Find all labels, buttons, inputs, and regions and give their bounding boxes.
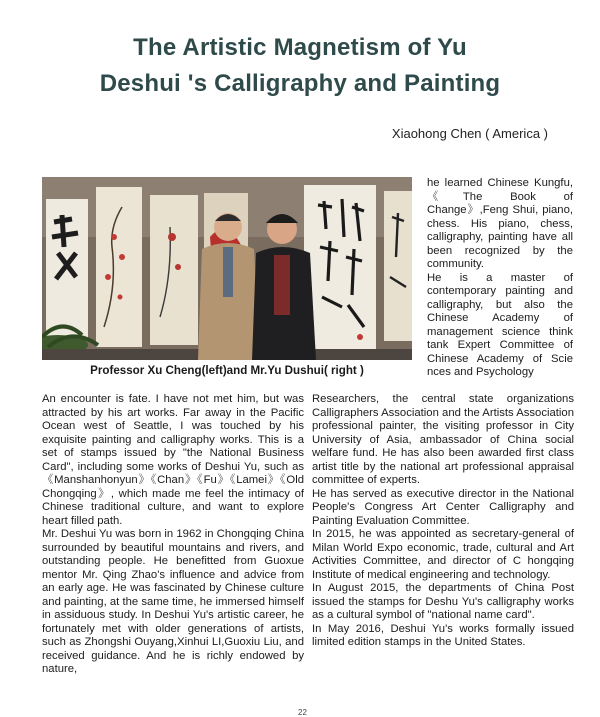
paragraph: He is a master of contemporary painting and calligraphy, but also the Chinese Academy of management science think tank Expert Committee of Chinese Academy of Scie nces and Psychology <box>427 271 573 378</box>
paragraph: He has served as executive director in the National People's Congress Art Center Calligraphy and Painting Evaluation Committee. <box>312 487 574 527</box>
paragraph: Mr. Deshui Yu was born in 1962 in Chongqing China surrounded by beautiful mountains and rivers, and outstanding people. He benefitted from Guoxue mentor Mr. Qing Zhao's influence and advice from an early age. He was fascinated by Chinese culture and painting, at the same time, he immersed himself in assiduous study. In Deshui Yu's artistic career, he fortunately met with older generations of artists, such as Zhongshi Ouyang,Xinhui LI,Guoxiu Liu, and received guidance. And he is richly endowed by nature, <box>42 528 304 675</box>
article-photo <box>42 177 412 360</box>
body-column-right <box>312 393 574 650</box>
article-title <box>0 30 600 102</box>
paragraph: An encounter is fate. I have not met him, but was attracted by his art works. Far away in the Pacific Ocean west of Seattle, I was touched by his exquisite painting and calligraphy works. This is a set of stamps issued by "the National Business Card", including some works of Deshui Yu, such as《Manshanhonyun》《Chan》《Fu》《Lamei》《Old Chongqing》, which made me feel the intimacy of Chinese traditional culture, and want to explore heart filled path. <box>42 393 304 527</box>
paragraph: he learned Chinese Kungfu, 《The Book of Change》,Feng Shui, piano, chess. His piano, chess, calligraphy, painting have all been recognized by the community. <box>427 177 573 270</box>
author-byline: Xiaohong Chen ( America ) <box>391 126 548 141</box>
body-column-left <box>42 393 304 677</box>
page-number: 22 <box>298 708 307 717</box>
body-column-right-top <box>427 177 573 380</box>
paragraph: Researchers, the central state organizations Calligraphers Association and the Artists Association professional painter, the visiting professor in City University of Asia, ambassador of China social welfare fund. He has also been awarded first class artist title by the national art professional appraisal committee of experts. <box>312 393 574 486</box>
photo-caption: Professor Xu Cheng(left)and Mr.Yu Dushui( right ) <box>90 364 364 377</box>
paragraph: In August 2015, the departments of China Post issued the stamps for Deshu Yu's calligraphy works as a cultural symbol of "national name card". <box>312 582 574 621</box>
paragraph: In 2015, he was appointed as secretary-general of Milan World Expo economic, trade, cultural and Art Activities Committee, and director of C hongqing Institute of medical engineering and technology. <box>312 528 574 581</box>
photo-illustration <box>42 177 412 360</box>
title-line-2: Deshui 's Calligraphy and Painting <box>99 70 501 97</box>
paragraph: In May 2016, Deshui Yu's works formally issued limited edition stamps in the United States. <box>312 622 574 648</box>
title-line-1: The Artistic Magnetism of Yu <box>133 34 467 61</box>
